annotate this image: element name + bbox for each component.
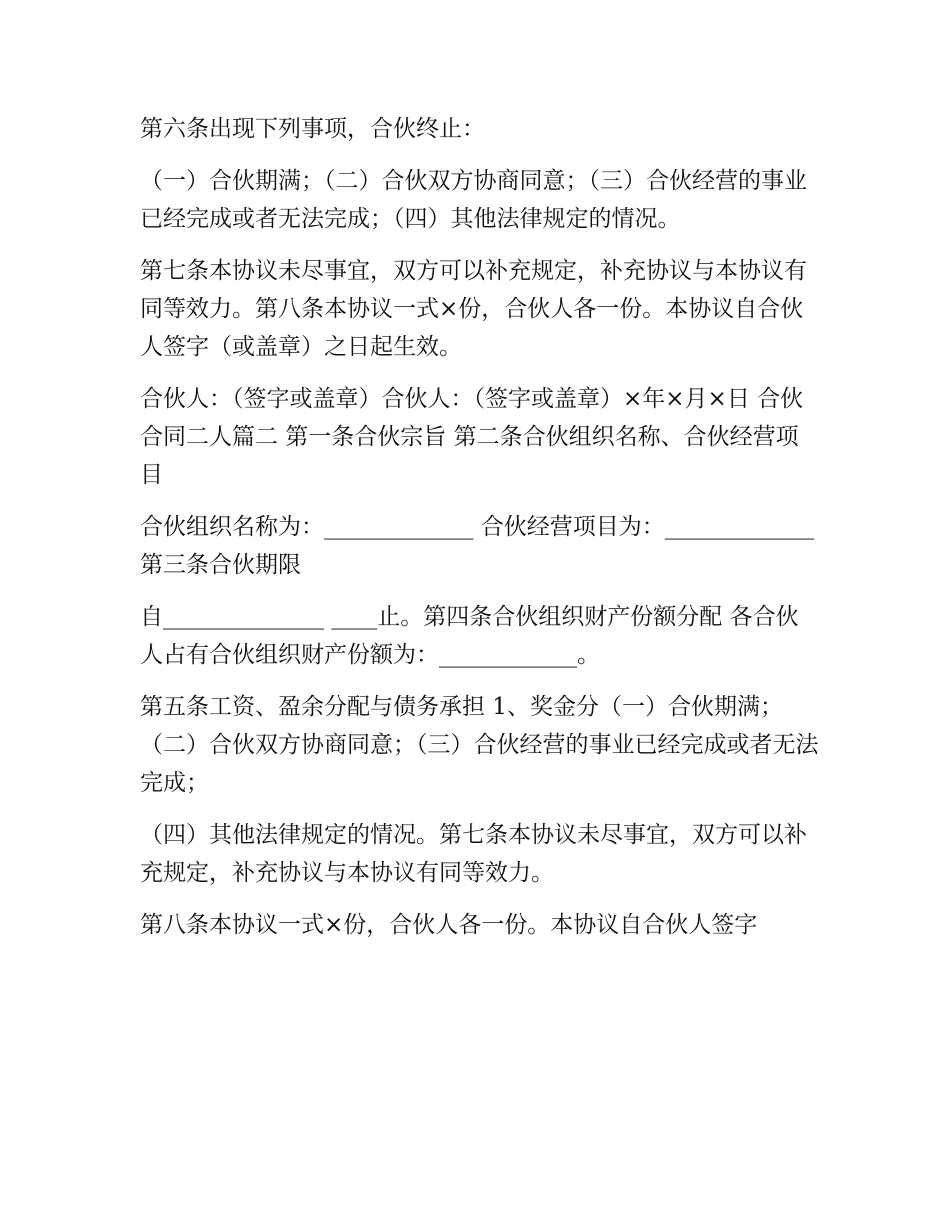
paragraph-article-5: 第五条工资、盈余分配与债务承担 1、奖金分（一）合伙期满；（二）合伙双方协商同意；（三）合伙经营的事业已经完成或者无法完成； [140,694,819,796]
paragraph-termination-items: （一）合伙期满；（二）合伙双方协商同意；（三）合伙经营的事业已经完成或者无法完成；（四）其他法律规定的情况。 [140,168,807,232]
paragraph-article-7-8: 第七条本协议未尽事宜，双方可以补充规定，补充协议与本协议有同等效力。第八条本协议一式×份，合伙人各一份。本协议自合伙人签字（或盖章）之日起生效。 [140,258,807,360]
paragraph-article-6-heading: 第六条出现下列事项，合伙终止： [140,116,485,142]
paragraph-organization-name: 合伙组织名称为：_____________ 合伙经营项目为：_____________ 第三条合伙期限 [140,514,815,578]
paragraph-article-8: 第八条本协议一式×份，合伙人各一份。本协议自合伙人签字 [140,912,758,938]
paragraph-signatures: 合伙人：（签字或盖章）合伙人：（签字或盖章）×年×月×日 合伙合同二人篇二 第一条合伙宗旨 第二条合伙组织名称、合伙经营项目 [140,386,804,488]
document-body [140,110,820,958]
paragraph-other-circumstances: （四）其他法律规定的情况。第七条本协议未尽事宜，双方可以补充规定，补充协议与本协议有同等效力。 [140,822,807,886]
paragraph-term-and-shares: 自______________ ____止。第四条合伙组织财产份额分配 各合伙人占有合伙组织财产份额为：____________。 [140,604,799,668]
